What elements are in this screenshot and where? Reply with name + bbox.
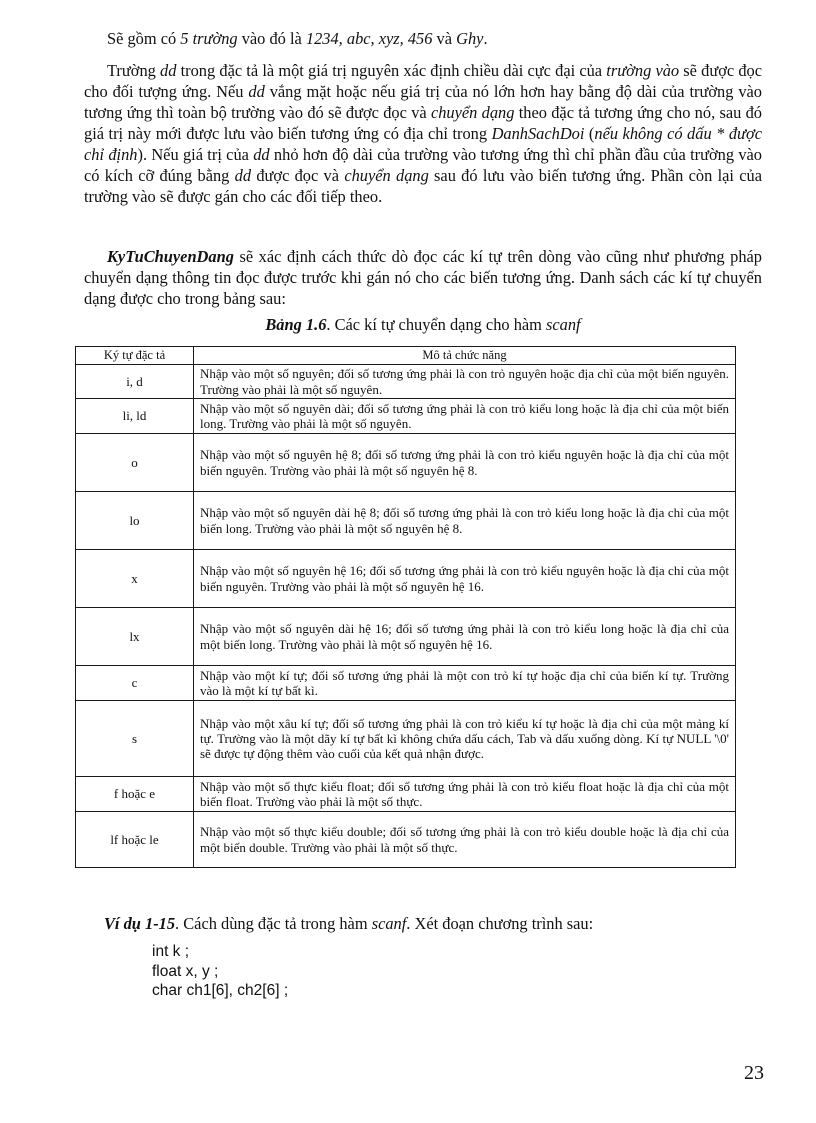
table-header-row — [76, 347, 736, 365]
row-code: lx — [76, 608, 194, 666]
row-code: o — [76, 434, 194, 492]
row-description: Nhập vào một kí tự; đối số tương ứng phải là một con trỏ kí tự hoặc địa chỉ của biến kí tự. Trường vào là một kí tự bất kì. — [194, 666, 736, 701]
paragraph-dd: Trường dd trong đặc tả là một giá trị nguyên xác định chiều dài cực đại của trường vào sẽ được đọc cho đối tượng ứng. Nếu dd vắng mặt hoặc nếu giá trị của nó lớn hơn hay bằng độ dài của trường vào tương ứng thì toàn bộ trường vào đó sẽ được đọc và chuyển dạng theo đặc tả tương ứng cho nó, sau đó giá trị này mới được lưu vào biến tương ứng có địa chỉ trong DanhSachDoi (nếu không có dấu * được chỉ định). Nếu giá trị của dd nhỏ hơn độ dài của trường vào tương ứng thì chỉ phần đầu của trường vào có kích cỡ đúng bằng dd được đọc và chuyển dạng sau đó lưu vào biến tương ứng. Phần còn lại của trường vào sẽ được gán cho các đối tiếp theo. — [84, 61, 763, 206]
paragraph-conversion: KyTuChuyenDang sẽ xác định cách thức dò đọc các kí tự trên dòng vào cũng như phương pháp chuyển dạng thông tin đọc được trước khi gán nó cho các biến tương ứng. Danh sách các kí tự chuyển dạng được cho trong bảng sau: — [84, 247, 762, 308]
table-row — [76, 399, 736, 434]
row-description: Nhập vào một xâu kí tự; đối số tương ứng phải là con trỏ kiểu kí tự hoặc là địa chỉ của một mảng kí tự. Trường vào là một dãy kí tự bất kì không chứa dấu cách, Tab và dấu xuống dòng. Kí tự NULL '\0' sẽ được tự động thêm vào cuối của kết quả nhận được. — [194, 701, 736, 777]
intro-count: 5 trường — [180, 29, 238, 48]
intro-text: Sẽ gồm có — [107, 29, 181, 48]
conversion-table — [75, 346, 736, 868]
row-description: Nhập vào một số nguyên hệ 16; đối số tương ứng phải là con trỏ kiểu nguyên hoặc là địa chỉ của một biến nguyên. Trường vào phải là một số nguyên hệ 16. — [194, 550, 736, 608]
table-row — [76, 812, 736, 868]
table-row — [76, 701, 736, 777]
example-heading: Ví dụ 1-15. Cách dùng đặc tả trong hàm scanf. Xét đoạn chương trình sau: — [104, 914, 594, 933]
row-description: Nhập vào một số nguyên dài hệ 8; đối số tương ứng phải là con trỏ kiểu long hoặc là địa chỉ của một biến long. Trường vào phải là một số nguyên hệ 8. — [194, 492, 736, 550]
table-row — [76, 492, 736, 550]
row-description: Nhập vào một số nguyên dài hệ 16; đối số tương ứng phải là con trỏ kiểu long hoặc là địa chỉ của một biến long. Trường vào phải là một số nguyên hệ 16. — [194, 608, 736, 666]
table-caption: Bảng 1.6. Các kí tự chuyển dạng cho hàm scanf — [265, 315, 581, 334]
row-code: c — [76, 666, 194, 701]
intro-text: vào đó là — [237, 29, 306, 48]
page-number: 23 — [744, 1062, 764, 1084]
code-line: float x, y ; — [152, 962, 219, 980]
row-description: Nhập vào một số thực kiểu double; đối số tương ứng phải là con trỏ kiểu double hoặc là địa chỉ của một biến double. Trường vào phải là một số thực. — [194, 812, 736, 868]
intro-text: . — [483, 29, 488, 48]
row-code: li, ld — [76, 399, 194, 434]
intro-field-last: Ghy — [456, 29, 484, 48]
table-row — [76, 777, 736, 812]
intro-fields: 1234, abc, xyz, 456 — [305, 29, 433, 48]
row-description: Nhập vào một số nguyên dài; đối số tương ứng phải là con trỏ kiểu long hoặc là địa chỉ của một biến long. Trường vào phải là một số nguyên. — [194, 399, 736, 434]
intro-text: và — [432, 29, 457, 48]
code-line: int k ; — [152, 943, 190, 960]
table-row — [76, 365, 736, 399]
code-line: char ch1[6], ch2[6] ; — [152, 982, 289, 1000]
intro-line — [84, 28, 762, 49]
row-description: Nhập vào một số nguyên hệ 8; đối số tương ứng phải là con trỏ kiểu nguyên hoặc là địa chỉ của một biến nguyên. Trường vào phải là một số nguyên hệ 8. — [194, 434, 736, 492]
table-row — [76, 666, 736, 701]
row-code: i, d — [76, 365, 194, 399]
term-kytuchuyendang: KyTuChuyenDang — [107, 247, 234, 266]
row-code: lf hoặc le — [76, 812, 194, 868]
table-row — [76, 434, 736, 492]
table-row — [76, 550, 736, 608]
example-label: Ví dụ 1-15 — [104, 914, 176, 933]
caption-label: Bảng 1.6 — [265, 315, 327, 334]
header-description: Mô tả chức năng — [194, 347, 736, 365]
header-specifier: Ký tự đặc tả — [76, 347, 194, 365]
row-description: Nhập vào một số thực kiểu float; đối số tương ứng phải là con trỏ kiểu float hoặc là địa chỉ của một biến float. Trường vào phải là một số thực. — [194, 777, 736, 812]
row-code: s — [76, 701, 194, 777]
row-code: lo — [76, 492, 194, 550]
code-block — [152, 942, 288, 1001]
row-description: Nhập vào một số nguyên; đối số tương ứng phải là con trỏ nguyên hoặc địa chỉ của một biến nguyên. Trường vào phải là một số nguyên. — [194, 365, 736, 399]
row-code: x — [76, 550, 194, 608]
table-row — [76, 608, 736, 666]
row-code: f hoặc e — [76, 777, 194, 812]
